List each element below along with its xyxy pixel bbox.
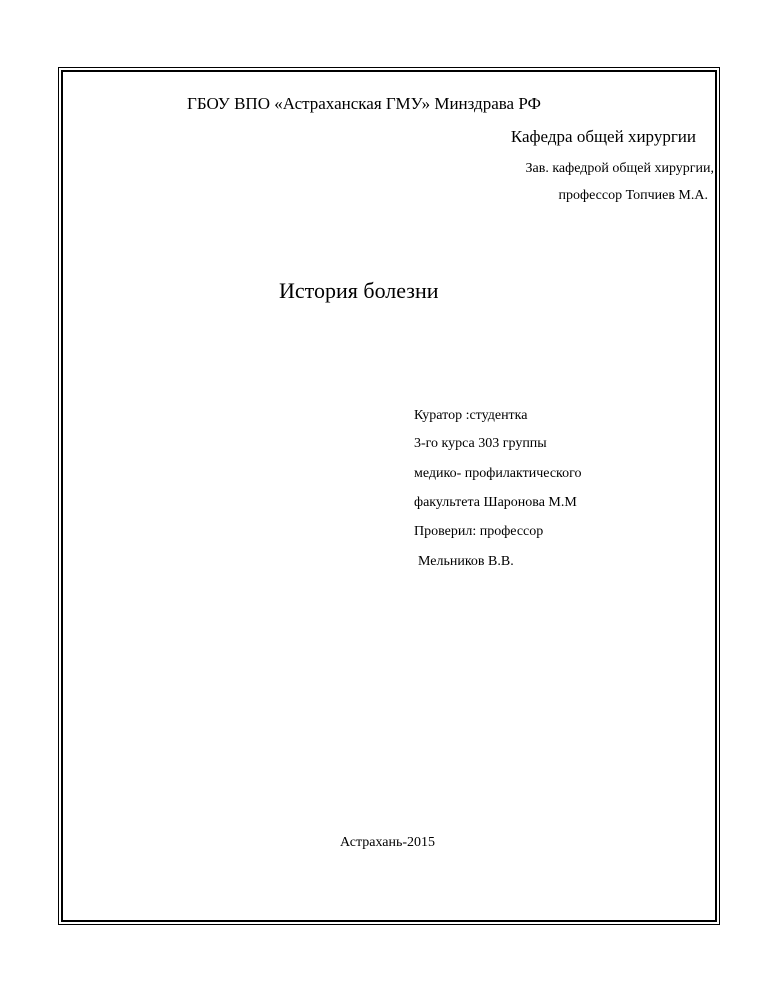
- reviewer-name-line: Мельников В.В.: [418, 554, 514, 569]
- organization-name: ГБОУ ВПО «Астраханская ГМУ» Минздрава РФ: [187, 94, 541, 113]
- department-name: Кафедра общей хирургии: [510, 127, 696, 146]
- department-head-title: Зав. кафедрой общей хирургии,: [525, 161, 714, 176]
- curator-line: Куратор :студентка: [414, 408, 528, 423]
- city-year: Астрахань-2015: [340, 835, 436, 850]
- curator-course-line: 3-го курса 303 группы: [414, 436, 547, 451]
- document-title: История болезни: [279, 278, 439, 303]
- curator-faculty-line: медико- профилактического: [414, 466, 582, 481]
- curator-name-line: факультета Шаронова М.М: [414, 495, 577, 510]
- department-head-name: профессор Топчиев М.А.: [558, 188, 708, 203]
- reviewer-line: Проверил: профессор: [414, 524, 544, 539]
